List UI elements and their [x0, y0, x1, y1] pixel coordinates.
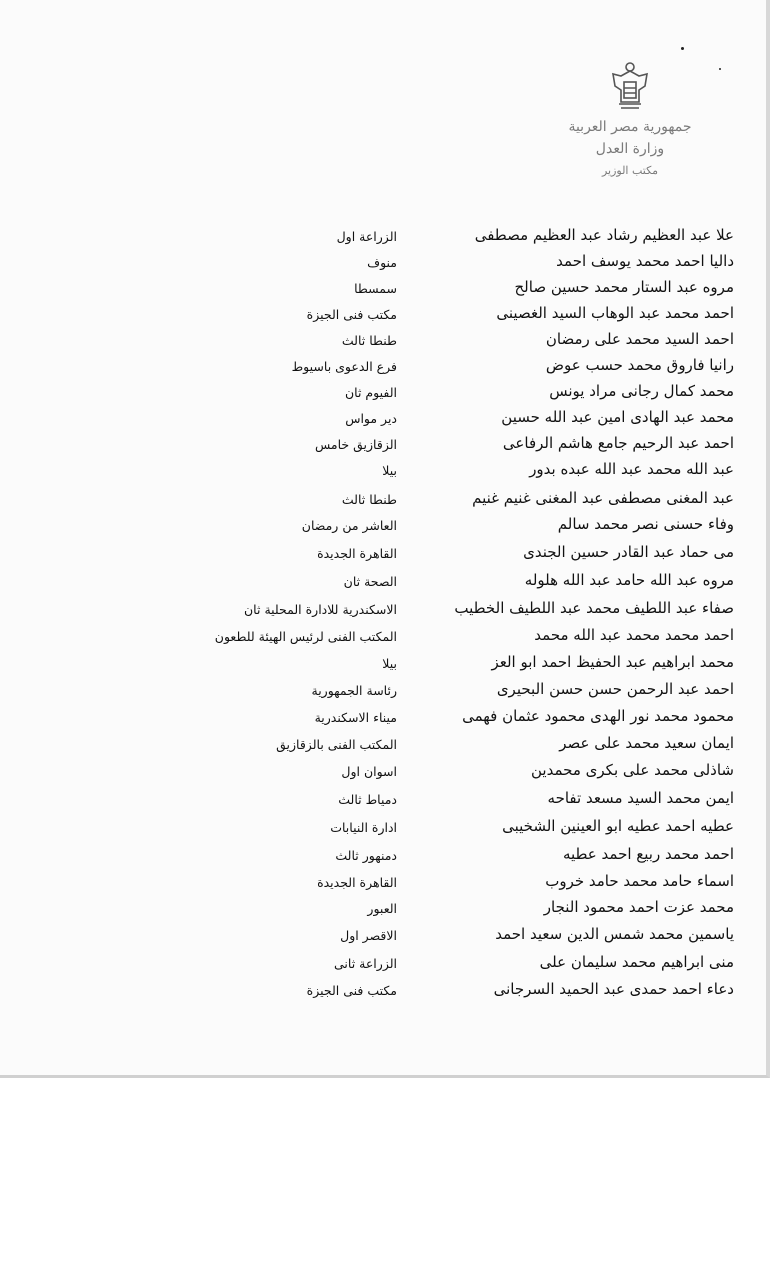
list-row — [0, 925, 770, 951]
work-location: سمسطا — [354, 281, 397, 296]
employee-name: منى ابراهيم محمد سليمان على — [539, 953, 734, 971]
work-location: دير مواس — [345, 411, 397, 426]
employee-name: احمد محمد محمد عبد الله محمد — [534, 626, 734, 644]
list-row — [0, 515, 770, 541]
list-row — [0, 845, 770, 871]
list-row — [0, 599, 770, 625]
work-location: فرع الدعوى باسيوط — [291, 359, 397, 374]
list-row — [0, 953, 770, 979]
employee-name: ايمن محمد السيد مسعد تفاحه — [547, 789, 734, 807]
work-location: ادارة النيابات — [330, 820, 397, 835]
employee-name: محمد ابراهيم عبد الحفيظ احمد ابو العز — [491, 653, 734, 671]
employee-name: علا عبد العظيم رشاد عبد العظيم مصطفى — [474, 226, 734, 244]
work-location: الزقازيق خامس — [314, 437, 397, 452]
list-row — [0, 734, 770, 760]
work-location: الزراعة اول — [336, 229, 397, 244]
employee-name: دعاء احمد حمدى عبد الحميد السرجانى — [493, 980, 734, 998]
list-row — [0, 626, 770, 652]
work-location: الاقصر اول — [340, 928, 397, 943]
work-location: الصحة ثان — [343, 574, 397, 589]
letterhead-country: جمهورية مصر العربية — [568, 119, 692, 135]
list-row — [0, 789, 770, 815]
list-row — [0, 252, 770, 278]
employee-name: محمود محمد نور الهدى محمود عثمان فهمى — [462, 707, 734, 725]
list-row — [0, 382, 770, 408]
employee-name: عبد الله محمد عبد الله عبده بدور — [529, 460, 734, 478]
work-location: الفيوم ثان — [344, 385, 397, 400]
employee-name: ايمان سعيد محمد على عصر — [559, 734, 734, 752]
work-location: اسوان اول — [341, 764, 397, 779]
work-location: القاهرة الجديدة — [317, 546, 397, 561]
letterhead — [540, 60, 720, 200]
list-row — [0, 543, 770, 569]
work-location: طنطا ثالث — [341, 492, 397, 507]
list-row — [0, 571, 770, 597]
list-row — [0, 434, 770, 460]
work-location: بيلا — [382, 463, 397, 478]
employee-name: مروه عبد الله حامد عبد الله هلوله — [524, 571, 734, 589]
employee-name: عطيه احمد عطيه ابو العينين الشخيبى — [502, 817, 734, 835]
list-row — [0, 226, 770, 252]
list-row — [0, 489, 770, 515]
work-location: دمياط ثالث — [338, 792, 397, 807]
work-location: القاهرة الجديدة — [317, 875, 397, 890]
egypt-eagle-emblem-icon — [607, 60, 653, 110]
work-location: رئاسة الجمهورية — [311, 683, 397, 698]
work-location: بيلا — [382, 656, 397, 671]
list-row — [0, 680, 770, 706]
list-row — [0, 980, 770, 1006]
list-row — [0, 330, 770, 356]
employee-name: محمد عبد الهادى امين عبد الله حسين — [501, 408, 734, 426]
list-row — [0, 817, 770, 843]
employee-name: احمد عبد الرحيم جامع هاشم الرفاعى — [502, 434, 734, 452]
employee-name: ياسمين محمد شمس الدين سعيد احمد — [495, 925, 734, 943]
list-row — [0, 460, 770, 486]
employee-name: احمد السيد محمد على رمضان — [545, 330, 734, 348]
work-location: العاشر من رمضان — [301, 518, 397, 533]
employee-name: رانيا فاروق محمد حسب عوض — [545, 356, 734, 374]
employee-name: محمد عزت احمد محمود النجار — [543, 898, 734, 916]
employee-name: وفاء حسنى نصر محمد سالم — [557, 515, 734, 533]
list-row — [0, 408, 770, 434]
employee-name: محمد كمال رجانى مراد يونس — [549, 382, 734, 400]
list-row — [0, 761, 770, 787]
work-location: منوف — [367, 255, 397, 270]
list-row — [0, 356, 770, 382]
list-row — [0, 707, 770, 733]
employee-name: اسماء حامد محمد حامد خروب — [545, 872, 734, 890]
work-location: ميناء الاسكندرية — [314, 710, 397, 725]
speck-mark — [681, 47, 684, 50]
employee-name: احمد عبد الرحمن حسن حسن البحيرى — [496, 680, 734, 698]
employee-name: عبد المغنى مصطفى عبد المغنى غنيم غنيم — [472, 489, 734, 507]
list-row — [0, 653, 770, 679]
work-location: دمنهور ثالث — [335, 848, 397, 863]
employee-name: صفاء عبد اللطيف محمد عبد اللطيف الخطيب — [454, 599, 734, 617]
work-location: طنطا ثالث — [341, 333, 397, 348]
employee-name: مروه عبد الستار محمد حسين صالح — [514, 278, 734, 296]
employee-name: مى حماد عبد القادر حسين الجندى — [523, 543, 734, 561]
list-row — [0, 278, 770, 304]
employee-name: احمد محمد عبد الوهاب السيد الغصينى — [496, 304, 734, 322]
list-row — [0, 872, 770, 898]
letterhead-office: مكتب الوزير — [601, 164, 659, 177]
work-location: الاسكندرية للادارة المحلية ثان — [244, 602, 397, 617]
work-location: مكتب فنى الجيزة — [306, 307, 397, 322]
list-row — [0, 898, 770, 924]
work-location: الزراعة ثانى — [333, 956, 397, 971]
list-row — [0, 304, 770, 330]
work-location: مكتب فنى الجيزة — [306, 983, 397, 998]
work-location: المكتب الفنى لرئيس الهيئة للطعون — [214, 629, 397, 644]
employee-name: شاذلى محمد على بكرى محمدين — [531, 761, 734, 779]
employee-name: احمد محمد ربيع احمد عطيه — [562, 845, 734, 863]
work-location: العبور — [367, 901, 397, 916]
letterhead-ministry: وزارة العدل — [595, 141, 665, 157]
work-location: المكتب الفنى بالزقازيق — [276, 737, 397, 752]
employee-name: داليا احمد محمد يوسف احمد — [556, 252, 734, 270]
